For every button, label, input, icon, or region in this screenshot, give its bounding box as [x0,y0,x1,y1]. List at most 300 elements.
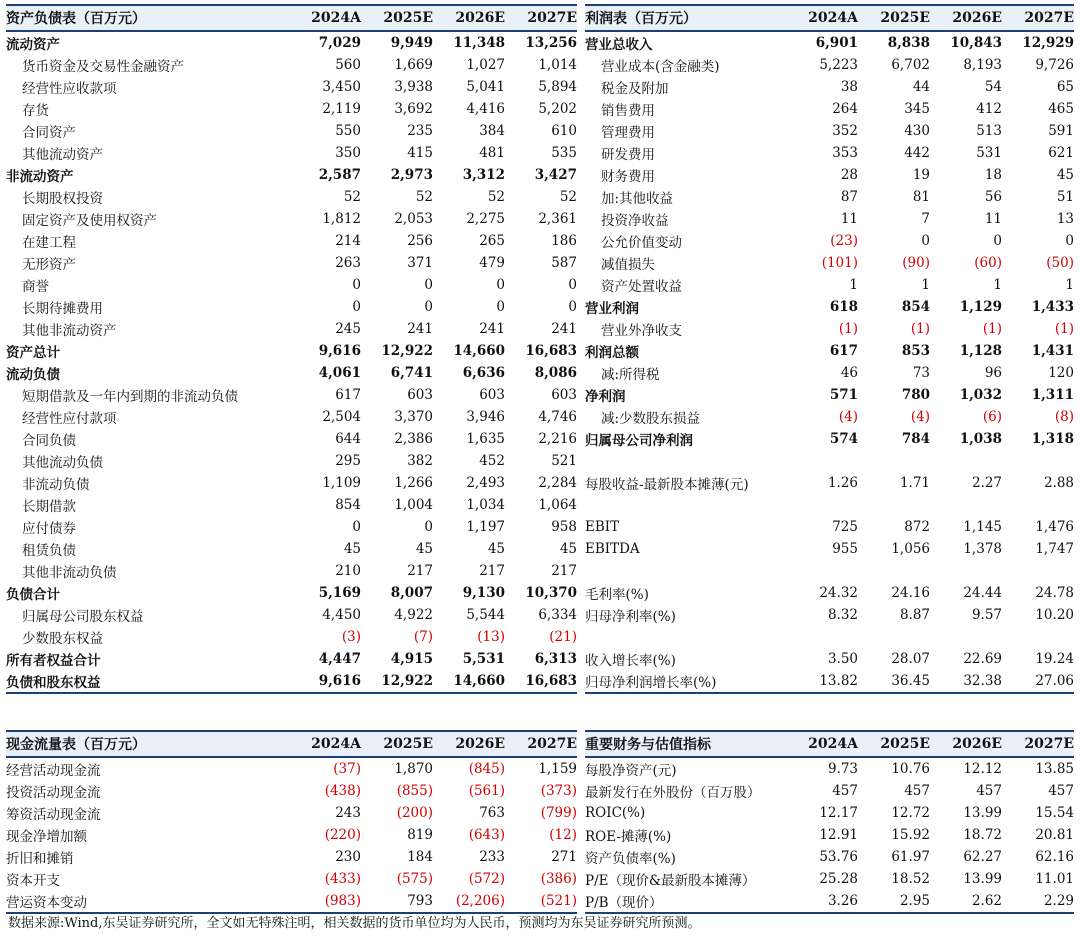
row-label: 资产总计 [6,345,60,361]
cell-value: 854 [901,299,930,315]
cell-value: 521 [551,453,577,469]
cell-value: 9,616 [318,673,361,689]
cell-value: 3,692 [394,101,433,117]
cell-value: 3,450 [322,79,361,95]
table-row [6,274,577,296]
cell-value: 4,061 [318,365,361,381]
cell-value: 241 [479,321,505,337]
cell-value: 430 [904,123,930,139]
cell-value: 25.28 [819,871,858,887]
cell-value: 256 [407,233,433,249]
row-label: 无形资产 [22,257,76,273]
cell-value: 3,312 [462,167,505,183]
cell-value: 12,929 [1022,35,1074,51]
row-label: 合同资产 [22,125,76,141]
row-label: 固定资产及使用权资产 [22,213,157,229]
cell-value: 3.26 [827,893,858,909]
cell-value: 271 [551,849,577,865]
balance-sheet-table [6,4,577,694]
table-row [6,406,577,428]
cell-value: 1,812 [322,211,361,227]
cell-value: 230 [335,849,361,865]
row-label: P/B（现价） [585,895,663,911]
cell-value: 18 [984,167,1002,183]
cell-value: 8.87 [899,607,930,623]
table-row [585,890,1074,914]
cell-value: (21) [549,629,577,645]
cell-value: 465 [1048,101,1074,117]
cell-value: 52 [415,189,433,205]
cell-value: 618 [829,299,858,315]
cell-value: 12.72 [891,805,930,821]
year-header: 2027E [1024,10,1074,26]
cell-value: 1,311 [1031,387,1074,403]
row-label: 在建工程 [22,235,76,251]
cell-value: 19.24 [1035,651,1074,667]
cell-value: 22.69 [963,651,1002,667]
cell-value: 6,313 [534,651,577,667]
row-label: 存货 [22,103,49,119]
cell-value: 2.88 [1043,475,1074,491]
table-row [585,824,1074,846]
cell-value: 2,284 [538,475,577,491]
cell-value: 3,427 [534,167,577,183]
cell-value: 264 [832,101,858,117]
cell-value: 4,915 [390,651,433,667]
cell-value: 1.26 [827,475,858,491]
cell-value: 52 [487,189,505,205]
year-header: 2026E [455,736,505,752]
year-header: 2024A [311,10,361,26]
table-row [6,648,577,670]
row-label: 财务费用 [601,169,655,185]
row-label: 应付债券 [22,521,76,537]
cell-value: 73 [912,365,930,381]
table-row [585,274,1074,296]
cell-value: 87 [840,189,858,205]
cell-value: 0 [993,233,1002,249]
row-label: 经营活动现金流 [6,763,101,779]
cell-value: 5,202 [538,101,577,117]
cell-value: (1) [838,321,858,337]
cell-value: 1,056 [891,541,930,557]
cell-value: (4) [838,409,858,425]
row-label: 长期股权投资 [22,191,103,207]
cell-value: 384 [479,123,505,139]
table-row [585,604,1074,626]
cell-value: 412 [976,101,1002,117]
cell-value: 14,660 [453,673,505,689]
cell-value: 10,370 [525,585,577,601]
cell-value: 4,922 [394,607,433,623]
cell-value: 11.01 [1035,871,1074,887]
cell-value: 9,949 [390,35,433,51]
cell-value: 20.81 [1035,827,1074,843]
cell-value: 1,197 [466,519,505,535]
cell-value: 19 [912,167,930,183]
cell-value: 8,193 [963,57,1002,73]
cell-value: 3.50 [827,651,858,667]
cell-value: 1,431 [1031,343,1074,359]
cell-value: 1,064 [538,497,577,513]
cell-value: 780 [901,387,930,403]
row-label: 投资净收益 [601,213,669,229]
cell-value: 1,145 [963,519,1002,535]
table-row [6,340,577,362]
cell-value: 3,370 [394,409,433,425]
cell-value: (7) [413,629,433,645]
table-row [6,802,577,824]
row-label: 资产负债率(%) [585,851,676,867]
cell-value: 4,450 [322,607,361,623]
cell-value: 574 [829,431,858,447]
cell-value: 6,901 [815,35,858,51]
cell-value: 62.27 [963,849,1002,865]
cell-value: (4) [910,409,930,425]
cell-value: 217 [479,563,505,579]
cell-value: (575) [396,871,433,887]
row-label: 归母净利率(%) [585,609,676,625]
cell-value: 4,746 [538,409,577,425]
cell-value: 958 [551,519,577,535]
table-row [585,802,1074,824]
cell-value: 6,702 [891,57,930,73]
cell-value: 27.06 [1035,673,1074,689]
table-row [585,846,1074,868]
table-row [6,120,577,142]
cell-value: 5,223 [819,57,858,73]
table-row [6,582,577,604]
row-label: 负债合计 [6,587,60,603]
year-header: 2026E [952,736,1002,752]
cell-value: 0 [352,519,361,535]
cell-value: 32.38 [963,673,1002,689]
row-label: 长期借款 [22,499,76,515]
cell-value: 571 [829,387,858,403]
cell-value: 7,029 [318,35,361,51]
cell-value: 44 [912,79,930,95]
cell-value: 45 [343,541,361,557]
cell-value: 853 [901,343,930,359]
cell-value: 2,973 [390,167,433,183]
table-row [6,450,577,472]
table-row [585,142,1074,164]
cell-value: 265 [479,233,505,249]
cell-value: 8.32 [827,607,858,623]
table-title: 利润表（百万元） [585,11,697,27]
cell-value: (23) [830,233,858,249]
cell-value: 819 [407,827,433,843]
cell-value: 13,256 [525,35,577,51]
cell-value: (373) [540,783,577,799]
table-row [6,164,577,186]
cell-value: 2,386 [394,431,433,447]
cell-value: 184 [407,849,433,865]
cell-value: 1,109 [322,475,361,491]
cell-value: 12,922 [381,673,433,689]
row-label: 归母净利润增长率(%) [585,675,717,691]
cell-value: 214 [335,233,361,249]
table-header-row [6,730,577,758]
cell-value: 854 [335,497,361,513]
cell-value: 13.99 [963,805,1002,821]
row-label: 减:少数股东损益 [601,411,701,427]
year-header: 2025E [880,10,930,26]
row-label: 利润总额 [585,345,639,361]
cell-value: 352 [832,123,858,139]
table-row [585,582,1074,604]
table-row [6,296,577,318]
row-label: 资产处置收益 [601,279,682,295]
cell-value: (845) [468,761,505,777]
cell-value: 1,159 [538,761,577,777]
table-row [585,230,1074,252]
cell-value: 1,318 [1031,431,1074,447]
cell-value: (521) [540,893,577,909]
table-row [585,428,1074,450]
table-row [6,758,577,780]
cell-value: 38 [840,79,858,95]
row-label: P/E（现价&最新股本摊薄） [585,873,756,889]
spacer-row [585,450,1074,472]
cell-value: 9.57 [971,607,1002,623]
cell-value: 6,741 [390,365,433,381]
table-row [585,76,1074,98]
cell-value: 725 [832,519,858,535]
cell-value: 210 [335,563,361,579]
row-label: 销售费用 [601,103,655,119]
row-label: 租赁负债 [22,543,76,559]
cell-value: 65 [1056,79,1074,95]
cell-value: 1,038 [959,431,1002,447]
cell-value: 11,348 [453,35,505,51]
cell-value: 603 [479,387,505,403]
row-label: 加:其他收益 [601,191,674,207]
income-statement-table [585,4,1074,694]
cell-value: (3) [341,629,361,645]
row-label: 管理费用 [601,125,655,141]
cell-value: 16,683 [525,343,577,359]
table-row [585,120,1074,142]
cell-value: 763 [479,805,505,821]
cell-value: 1 [849,277,858,293]
row-label: 商誉 [22,279,49,295]
row-label: ROIC(%) [585,805,646,821]
year-header: 2026E [952,10,1002,26]
cell-value: (2,206) [455,893,505,909]
cell-value: 241 [407,321,433,337]
cell-value: 1,014 [538,57,577,73]
cell-value: (200) [396,805,433,821]
cell-value: (1) [910,321,930,337]
cell-value: 5,169 [318,585,361,601]
table-row [6,252,577,274]
cell-value: 13.99 [963,871,1002,887]
row-label: 减值损失 [601,257,655,273]
cell-value: 1 [1065,277,1074,293]
cell-value: 54 [984,79,1002,95]
row-label: 长期待摊费用 [22,301,103,317]
cell-value: 14,660 [453,343,505,359]
cell-value: 591 [1048,123,1074,139]
row-label: 营运资本变动 [6,895,87,911]
row-label: 每股净资产(元) [585,763,677,779]
cell-value: 1,635 [466,431,505,447]
cell-value: 0 [352,277,361,293]
cell-value: 45 [487,541,505,557]
table-row [6,604,577,626]
table-row [6,186,577,208]
table-row [6,208,577,230]
year-header: 2025E [383,736,433,752]
year-header: 2027E [1024,736,1074,752]
table-row [585,186,1074,208]
cell-value: (37) [333,761,361,777]
year-header: 2027E [527,10,577,26]
cell-value: 12.91 [819,827,858,843]
table-row [585,362,1074,384]
cell-value: (386) [540,871,577,887]
cell-value: 15.54 [1035,805,1074,821]
cell-value: 2,275 [466,211,505,227]
cell-value: 6,636 [462,365,505,381]
row-label: 营业利润 [585,301,639,317]
cell-value: 1,669 [394,57,433,73]
row-label: 流动负债 [6,367,60,383]
cell-value: 345 [904,101,930,117]
cell-value: 120 [1048,365,1074,381]
cell-value: 2,053 [394,211,433,227]
cell-value: 457 [1048,783,1074,799]
row-label: 非流动资产 [6,169,74,185]
cell-value: 2.62 [971,893,1002,909]
cell-value: (8) [1054,409,1074,425]
cell-value: 0 [424,519,433,535]
spacer-row [585,560,1074,582]
table-row [6,98,577,120]
year-header: 2027E [527,736,577,752]
cell-value: 2,493 [466,475,505,491]
cell-value: 51 [1056,189,1074,205]
row-label: 流动资产 [6,37,60,53]
row-label: 折旧和摊销 [6,851,74,867]
row-label: 所有者权益合计 [6,653,101,669]
cell-value: 2,587 [318,167,361,183]
table-row [585,252,1074,274]
cell-value: 535 [551,145,577,161]
table-row [6,670,577,694]
table-row [585,538,1074,560]
cell-value: 610 [551,123,577,139]
cell-value: 603 [407,387,433,403]
cell-value: 4,447 [318,651,361,667]
cell-value: 5,041 [466,79,505,95]
cell-value: 11 [984,211,1002,227]
cell-value: 45 [415,541,433,557]
cell-value: 12,922 [381,343,433,359]
cell-value: 56 [984,189,1002,205]
cell-value: 52 [343,189,361,205]
row-label: 其他流动负债 [22,455,103,471]
row-label: 投资活动现金流 [6,785,101,801]
cell-value: 3,938 [394,79,433,95]
cell-value: (13) [477,629,505,645]
row-label: 每股收益-最新股本摊薄(元) [585,477,749,493]
cell-value: 45 [559,541,577,557]
row-label: 营业成本(含金融类) [601,59,720,75]
table-title: 资产负债表（百万元） [6,11,146,27]
cell-value: 263 [335,255,361,271]
cell-value: 6,334 [538,607,577,623]
cell-value: 353 [832,145,858,161]
cell-value: (561) [468,783,505,799]
cell-value: 235 [407,123,433,139]
table-row [585,296,1074,318]
cell-value: 53.76 [819,849,858,865]
cell-value: 457 [976,783,1002,799]
cell-value: 1,128 [959,343,1002,359]
table-row [585,208,1074,230]
cell-value: 457 [904,783,930,799]
cell-value: 24.44 [963,585,1002,601]
cell-value: 52 [559,189,577,205]
cell-value: (983) [324,893,361,909]
cell-value: 1,433 [1031,299,1074,315]
cell-value: 233 [479,849,505,865]
row-label: EBIT [585,519,620,535]
cell-value: 0 [424,277,433,293]
cell-value: 2,216 [538,431,577,447]
cell-value: (60) [974,255,1002,271]
cell-value: 12.17 [819,805,858,821]
table-row [6,890,577,914]
cell-value: 0 [568,277,577,293]
row-label: 减:所得税 [601,367,660,383]
cell-value: 560 [335,57,361,73]
row-label: 负债和股东权益 [6,675,101,691]
cell-value: 13 [1056,211,1074,227]
table-row [6,780,577,802]
cell-value: 11 [840,211,858,227]
cell-value: 9.73 [827,761,858,777]
cell-value: 2,361 [538,211,577,227]
cell-value: 644 [335,431,361,447]
cell-value: 587 [551,255,577,271]
cell-value: 550 [335,123,361,139]
cell-value: 1,476 [1035,519,1074,535]
table-header-row [585,4,1074,32]
cell-value: 452 [479,453,505,469]
cell-value: 12.12 [963,761,1002,777]
cell-value: 5,544 [466,607,505,623]
cell-value: 513 [976,123,1002,139]
cell-value: (643) [468,827,505,843]
cell-value: 350 [335,145,361,161]
cell-value: 0 [352,299,361,315]
cell-value: 28.07 [891,651,930,667]
cell-value: 96 [984,365,1002,381]
row-label: 其他非流动资产 [22,323,117,339]
row-label: 其他非流动负债 [22,565,117,581]
table-row [585,406,1074,428]
row-label: 研发费用 [601,147,655,163]
table-row [6,494,577,516]
table-row [6,824,577,846]
row-label: ROE-摊薄(%) [585,829,672,845]
cell-value: 28 [840,167,858,183]
table-header-row [585,730,1074,758]
cell-value: 245 [335,321,361,337]
